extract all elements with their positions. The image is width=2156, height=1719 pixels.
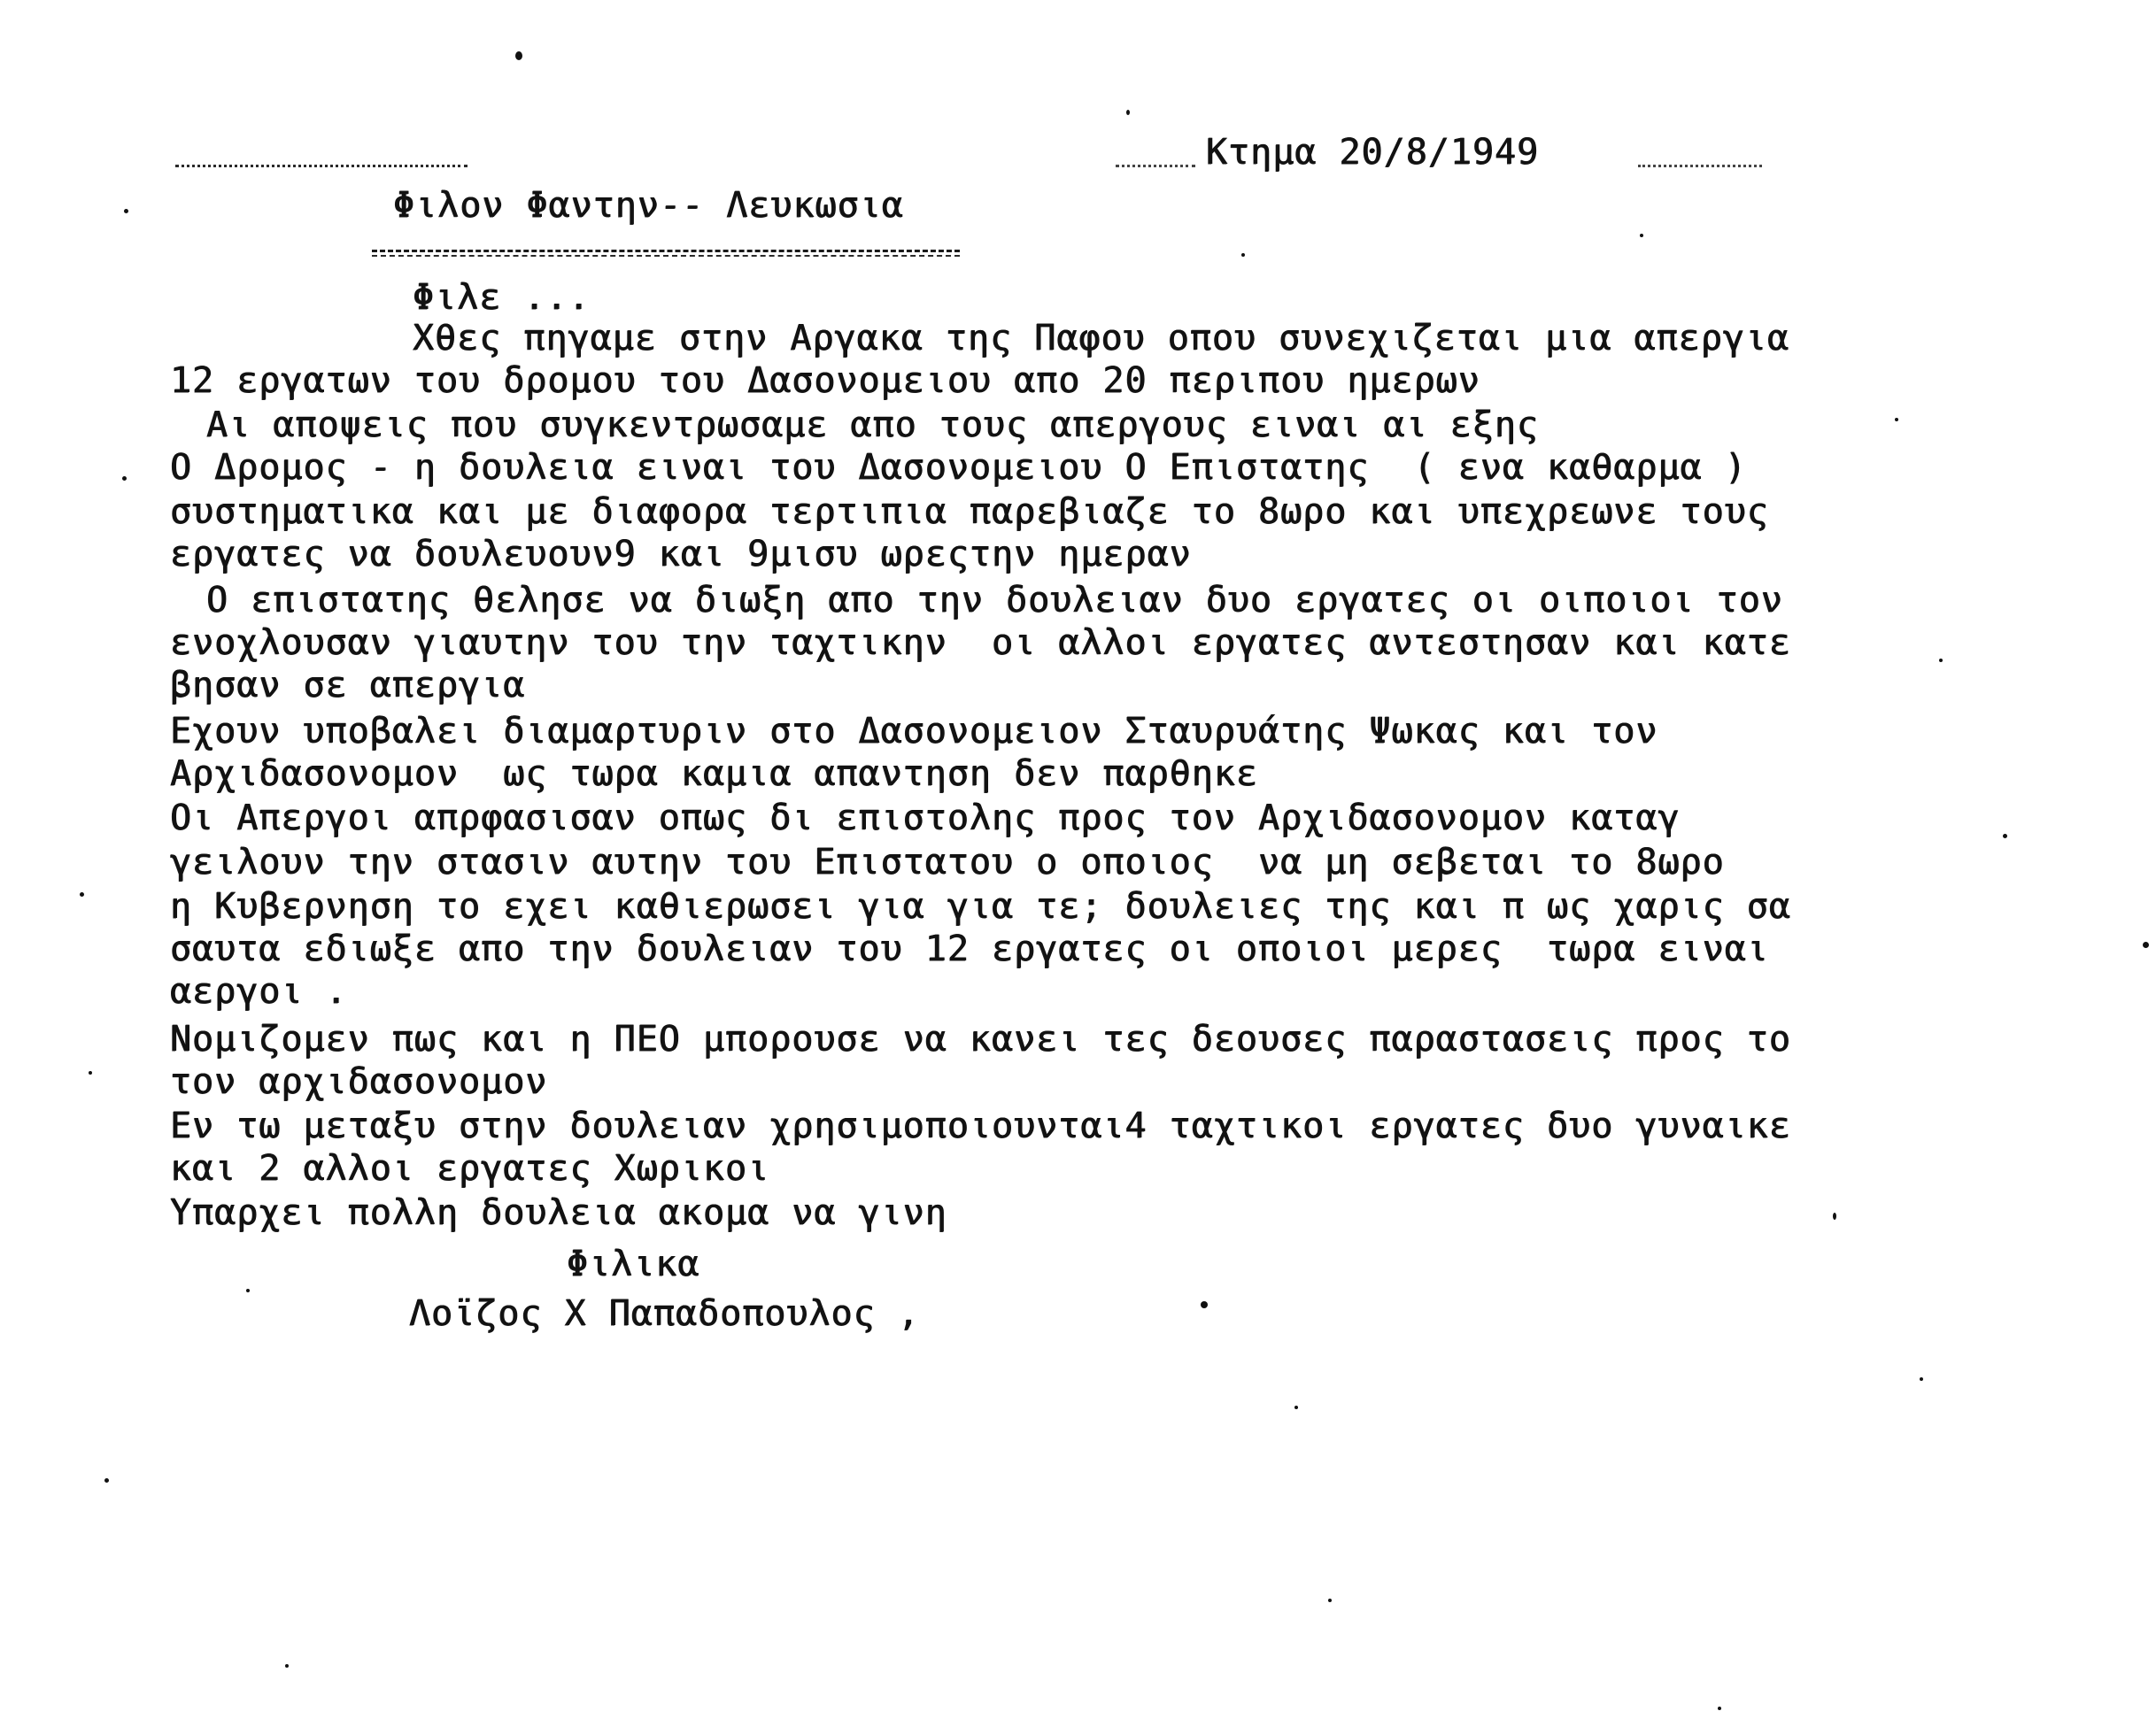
letter-salutation: Φιλε ...	[413, 277, 591, 318]
scan-speck	[1640, 234, 1643, 237]
scan-speck	[1920, 1377, 1923, 1381]
scan-speck	[515, 51, 522, 60]
body-line: Εχουν υποβαλει διαμαρτυριν στο Δασονομειον Σταυρυάτης Ψωκας και τον	[170, 711, 1658, 752]
scan-speck	[1201, 1301, 1208, 1308]
body-line: Οι Απεργοι απρφασισαν οπως δι επιστολης προς τον Αρχιδασονομον καταγ	[170, 798, 1681, 838]
letter-addressee: Φιλον Φαντην-- Λευκωσια	[393, 185, 904, 226]
letter-closing: Φιλικα	[567, 1244, 700, 1284]
scan-speck	[104, 1478, 109, 1483]
header-dotted-rule	[175, 165, 468, 167]
scan-speck	[80, 892, 84, 897]
scan-speck	[285, 1664, 289, 1668]
body-line: τον αρχιδασονομον	[170, 1061, 548, 1102]
scan-speck	[89, 1071, 92, 1075]
date-dotted-rule-right	[1638, 165, 1762, 167]
letter-date: Κτημα 20/8/1949	[1206, 132, 1540, 173]
addressee-underline	[372, 250, 960, 252]
scan-speck	[2003, 834, 2007, 838]
addressee-underline-second	[372, 255, 960, 257]
body-line: εργατες να δουλευουν9 και 9μισυ ωρεςτην ημεραν	[170, 534, 1192, 574]
scan-speck	[1939, 659, 1943, 662]
date-dotted-rule-left	[1116, 165, 1195, 167]
body-line: 12 εργατων του δρομου του Δασονομειου απο 20 περιπου ημερων	[170, 360, 1480, 401]
letter-signature: Λοϊζος Χ Παπαδοπουλος ,	[409, 1293, 920, 1334]
body-line: Αρχιδασονομον ως τωρα καμια απαντηση δεν παρθηκε	[170, 753, 1259, 794]
body-line: Αι αποψεις που συγκεντρωσαμε απο τους απεργους ειναι αι εξης	[184, 405, 1540, 445]
body-line: αεργοι .	[170, 971, 348, 1012]
scan-speck	[122, 476, 127, 481]
body-line: σαυτα εδιωξε απο την δουλειαν του 12 εργατες οι οποιοι μερες τωρα ειναι	[170, 929, 1769, 969]
body-line: γειλουν την στασιν αυτην του Επιστατου ο οποιος να μη σεβεται το 8ωρο	[170, 842, 1725, 883]
body-line: Νομιζομεν πως και η ΠΕΟ μπορουσε να κανει τες δεουσες παραστασεις προς το	[170, 1019, 1791, 1060]
body-line: και 2 αλλοι εργατες Χωρικοι	[170, 1148, 770, 1189]
scan-speck	[124, 209, 128, 213]
scan-speck	[1294, 1406, 1298, 1409]
scan-speck	[1718, 1707, 1721, 1710]
scan-speck	[1328, 1599, 1332, 1602]
body-line: συστηματικα και με διαφορα τερτιπια παρεβιαζε το 8ωρο και υπεχρεωνε τους	[170, 491, 1769, 532]
body-line: Εν τω μεταξυ στην δουλειαν χρησιμοποιουνται4 ταχτικοι εργατες δυο γυναικε	[170, 1106, 1791, 1146]
scan-speck	[2143, 942, 2149, 948]
scan-speck	[1126, 110, 1130, 115]
scan-speck	[1833, 1213, 1836, 1220]
body-line: Ο Δρομος - η δουλεια ειναι του Δασονομειου Ο Επιστατης ( ενα καθαρμα )	[170, 447, 1747, 488]
body-line: βησαν σε απεργια	[170, 665, 526, 705]
scan-speck	[246, 1289, 250, 1292]
body-line: Χθες πηγαμε στην Αργακα της Παφου οπου συνεχιζεται μια απεργια	[413, 318, 1790, 358]
scan-speck	[1895, 418, 1898, 421]
body-line: η Κυβερνηση το εχει καθιερωσει για για τε; δουλειες της και π ως χαρις σα	[170, 886, 1791, 927]
body-line: ενοχλουσαν γιαυτην του την ταχτικην οι αλλοι εργατες αντεστησαν και κατε	[170, 622, 1791, 663]
body-line: Ο επιστατης θελησε να διωξη απο την δουλειαν δυο εργατες οι οιποιοι τον	[184, 580, 1783, 621]
body-line: Υπαρχει πολλη δουλεια ακομα να γινη	[170, 1192, 947, 1233]
scan-speck	[1241, 253, 1245, 257]
